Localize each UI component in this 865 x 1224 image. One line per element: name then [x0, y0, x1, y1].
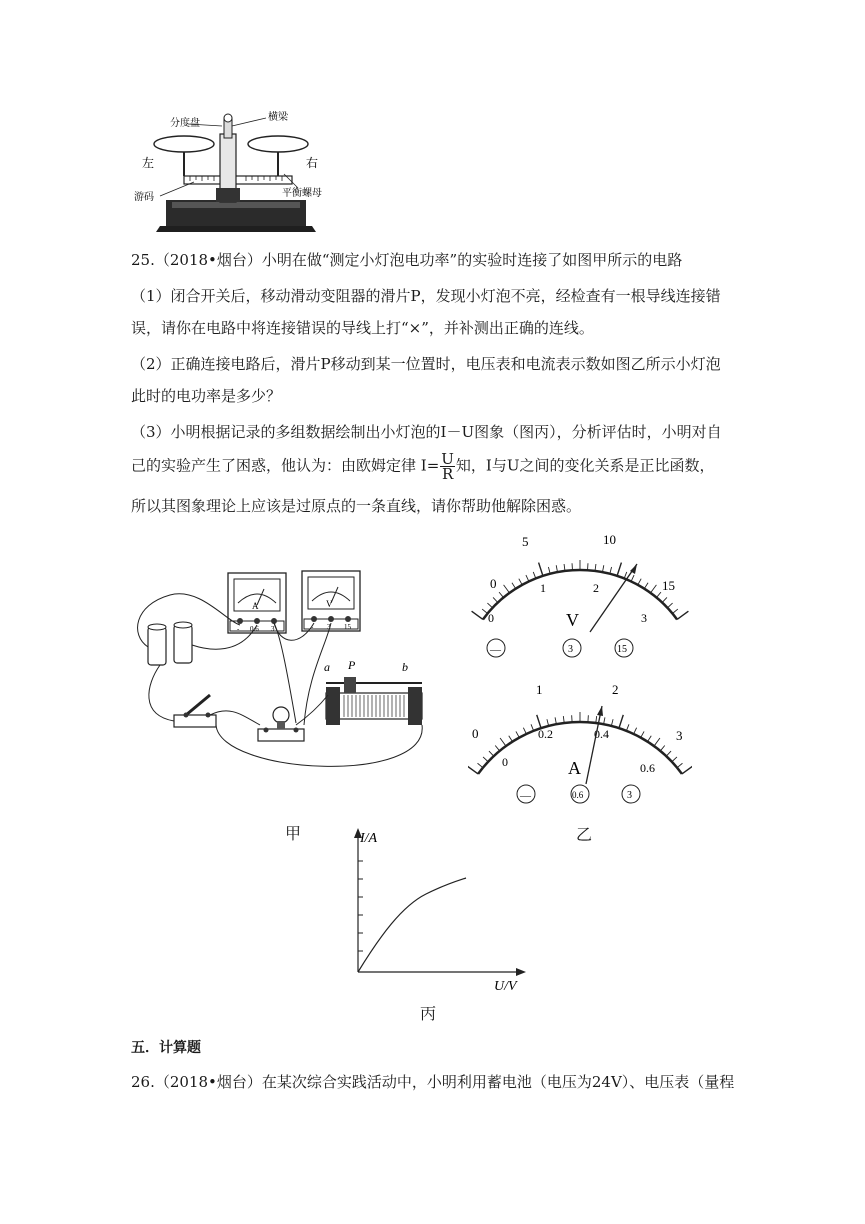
scale-tick: [682, 766, 692, 774]
scale-tick: [667, 603, 672, 608]
q25-part3-line3: 所以其图象理论上应该是过原点的一条直线，请你帮助他解除困惑。: [131, 497, 582, 515]
ammeter-inner-label: 0.6: [640, 761, 655, 775]
q25-part3-line2: 己的实验产生了困惑，他认为：由欧姆定律 I= $\frac{U}{R}$ 知，I与U之间的变化关系是正比函数，: [131, 450, 715, 483]
svg-text:—: —: [490, 644, 501, 656]
svg-text:A: A: [252, 601, 259, 611]
q26-line1: 26.（2018•烟台）在某次综合实践活动中，小明利用蓄电池（电压为24V）、电压表（量程: [131, 1073, 735, 1091]
scale-tick: [656, 592, 660, 597]
scale-tick: [531, 724, 534, 731]
ammeter-outer-label: 0: [472, 726, 479, 741]
ohm-fraction: $\frac{U}{R}$: [441, 450, 454, 483]
iu-graph: [340, 826, 540, 996]
iu-curve: [358, 878, 466, 972]
label-beam: 横梁: [268, 112, 288, 123]
scale-tick: [654, 738, 660, 746]
scale-tick: [648, 736, 652, 742]
ammeter-outer-label: 2: [612, 682, 619, 697]
scale-tick: [482, 609, 487, 613]
scale-tick: [631, 575, 634, 581]
svg-text:0.6: 0.6: [250, 625, 259, 633]
voltmeter-outer-label: 15: [662, 578, 675, 593]
scale-tick: [489, 751, 494, 756]
caption-bing: 丙: [420, 1004, 437, 1023]
voltmeter-device: [302, 571, 360, 631]
scale-tick: [672, 757, 677, 762]
voltmeter-inner-label: 3: [641, 611, 647, 625]
scale-tick: [509, 736, 513, 742]
scale-tick: [638, 579, 641, 585]
scale-tick: [539, 563, 543, 576]
ammeter-dial: [468, 680, 692, 810]
scale-tick: [644, 583, 648, 589]
scale-tick: [523, 728, 526, 734]
scale-tick: [468, 766, 478, 774]
rheostat: [324, 658, 422, 725]
q25-header: 25.（2018•烟台）小明在做“测定小灯泡电功率”的实验时连接了如图甲所示的电路: [131, 251, 683, 269]
label-left: 左: [142, 156, 155, 170]
scale-tick: [504, 585, 510, 593]
voltmeter-inner-label: 0: [488, 611, 494, 625]
svg-text:a: a: [324, 660, 330, 674]
switch: [174, 695, 216, 727]
q25-part1-line1: （1）闭合开关后，移动滑动变阻器的滑片P，发现小灯泡不亮，经检查有一根导线连接错: [131, 287, 721, 305]
q25-part3-line1: （3）小明根据记录的多组数据绘制出小灯泡的I－U图象（图丙），分析评估时，小明对自: [131, 423, 722, 441]
svg-text:V: V: [326, 599, 333, 609]
voltmeter-outer-label: 0: [490, 576, 497, 591]
q25-part1-line2: 误，请你在电路中将连接错误的导线上打“×”，并补测出正确的连线。: [131, 319, 594, 337]
svg-text:—: —: [520, 790, 531, 802]
scale-tick: [478, 763, 483, 767]
ammeter-letter: A: [568, 758, 581, 778]
scale-tick: [634, 728, 637, 734]
ammeter-inner-label: 0.2: [538, 727, 553, 741]
x-axis-label: U/V: [494, 979, 517, 994]
label-dial: 分度盘: [170, 118, 200, 129]
svg-text:-: -: [237, 625, 240, 633]
scale-tick: [533, 572, 536, 579]
ammeter-outer-label: 3: [676, 728, 683, 743]
caption-yi: 乙: [576, 825, 593, 844]
scale-tick: [526, 575, 529, 581]
scale-tick: [512, 583, 516, 589]
label-rider: 游码: [134, 192, 154, 203]
scale-tick: [617, 563, 621, 576]
scale-tick: [499, 592, 503, 597]
scale-tick: [641, 731, 644, 737]
scale-tick: [519, 579, 522, 585]
scale-tick: [619, 715, 623, 728]
scale-tick: [516, 731, 519, 737]
scale-tick: [500, 738, 506, 746]
scale-tick: [483, 757, 488, 762]
scale-tick: [662, 597, 667, 602]
voltmeter-outer-label: 5: [522, 534, 529, 549]
voltmeter-letter: V: [566, 610, 579, 630]
svg-text:0.6: 0.6: [572, 790, 584, 800]
y-axis-label: I/A: [360, 831, 378, 846]
section-title: 五．计算题: [131, 1040, 201, 1056]
circuit-figure: [130, 565, 440, 780]
svg-text:15: 15: [344, 623, 351, 631]
scale-tick: [672, 609, 677, 613]
scale-tick: [677, 611, 688, 619]
scale-tick: [493, 597, 498, 602]
svg-text:3: 3: [327, 623, 331, 631]
voltmeter-inner-label: 1: [540, 581, 546, 595]
scale-tick: [677, 763, 682, 767]
ammeter-inner-label: 0.4: [594, 727, 609, 741]
balance-figure: [132, 104, 322, 234]
scale-tick: [666, 751, 671, 756]
scale-tick: [651, 585, 657, 593]
scale-tick: [495, 746, 499, 751]
ammeter-outer-label: 1: [536, 682, 543, 697]
scale-tick: [626, 724, 629, 731]
scale-arc: [483, 570, 677, 619]
voltmeter-outer-label: 10: [603, 532, 616, 547]
voltmeter-dial: [470, 530, 690, 660]
svg-text:15: 15: [617, 644, 627, 655]
scale-tick: [472, 611, 483, 619]
ammeter-inner-label: 0: [502, 755, 508, 769]
battery-pack: [148, 622, 192, 665]
scale-tick: [624, 572, 627, 579]
q25-part2-line2: 此时的电功率是多少？: [131, 387, 282, 405]
q25-part2-line1: （2）正确连接电路后，滑片P移动到某一位置时，电压表和电流表示数如图乙所示小灯泡: [131, 355, 721, 373]
svg-text:-: -: [311, 623, 314, 631]
caption-jia: 甲: [285, 824, 302, 843]
svg-text:3: 3: [568, 644, 573, 655]
scale-tick: [487, 603, 492, 608]
label-right: 右: [306, 156, 319, 170]
voltmeter-inner-label: 2: [593, 581, 599, 595]
svg-text:P: P: [348, 658, 356, 672]
voltmeter-scale-ticks: [472, 560, 689, 619]
svg-text:b: b: [402, 660, 408, 674]
svg-text:3: 3: [271, 625, 275, 633]
scale-tick: [660, 746, 664, 751]
svg-text:3: 3: [627, 790, 632, 801]
label-nut: 平衡螺母: [282, 188, 322, 199]
